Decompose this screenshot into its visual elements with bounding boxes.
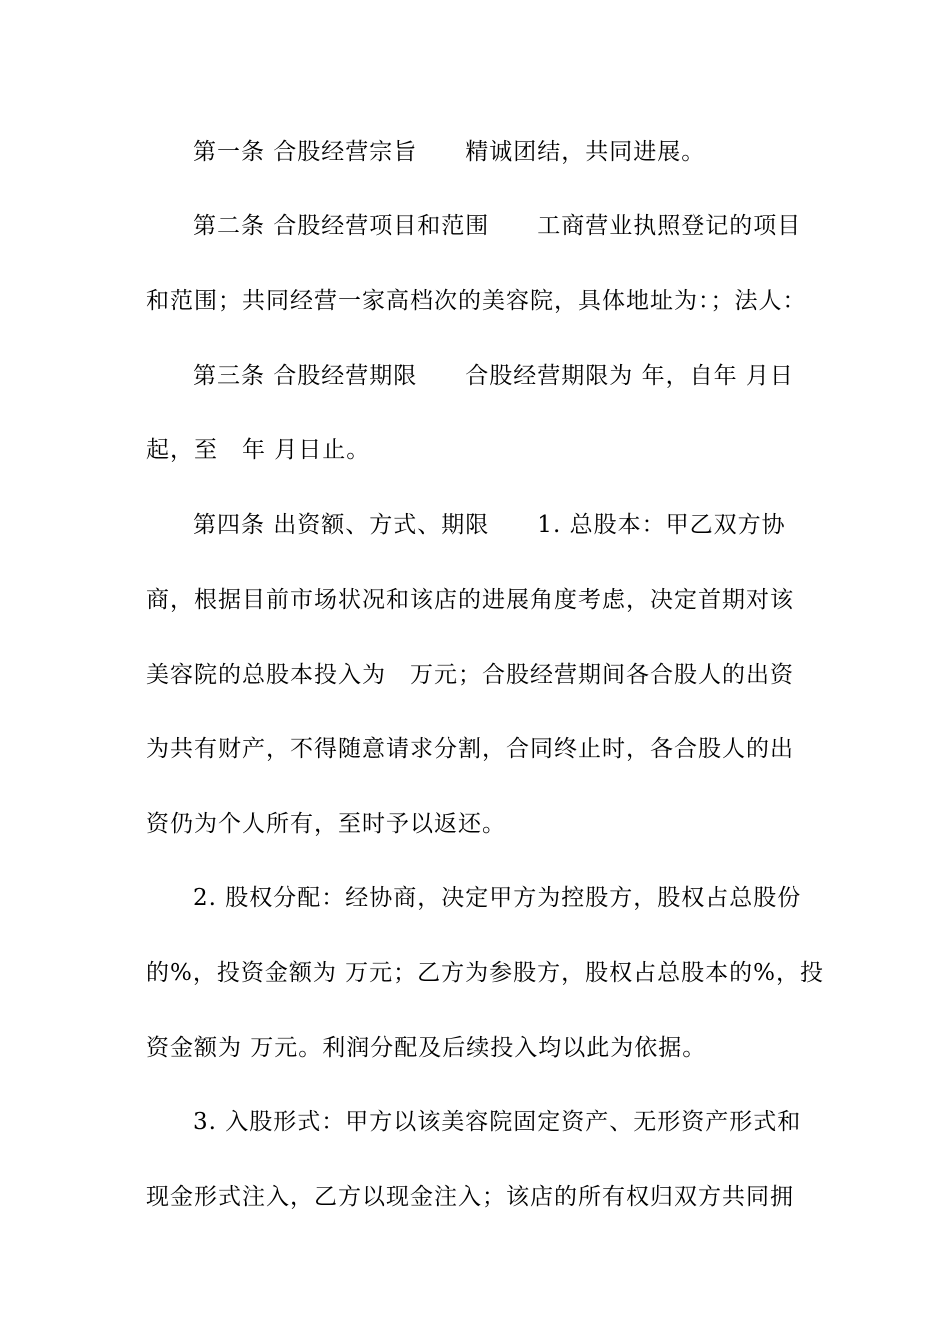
text-line-item-2: 2. 股权分配：经协商，决定甲方为控股方，股权占总股份 [193,885,802,911]
text-line-article-3: 第三条 合股经营期限 合股经营期限为 年，自年 月日 [193,363,794,389]
text-line-article-2: 第二条 合股经营项目和范围 工商营业执照登记的项目 [193,213,802,239]
text-line-item-2-cont-2: 资金额为 万元。利润分配及后续投入均以此为依据。 [146,1035,707,1061]
text-line-article-1: 第一条 合股经营宗旨 精诚团结，共同进展。 [193,139,706,165]
text-line-article-4-cont-1: 商，根据目前市场状况和该店的进展角度考虑，决定首期对该 [146,587,794,613]
text-line-article-4-cont-3: 为共有财产，不得随意请求分割，合同终止时，各合股人的出 [146,736,794,762]
text-line-article-4: 第四条 出资额、方式、期限 1. 总股本：甲乙双方协 [193,512,786,538]
text-line-article-2-cont: 和范围；共同经营一家高档次的美容院，具体地址为：；法人： [146,288,807,314]
text-line-article-3-cont: 起，至 年 月日止。 [146,437,371,463]
text-line-article-4-cont-4: 资仍为个人所有，至时予以返还。 [146,811,506,837]
text-line-item-2-cont-1: 的%，投资金额为 万元；乙方为参股方，股权占总股本的%，投 [146,960,825,986]
text-line-article-4-cont-2: 美容院的总股本投入为 万元；合股经营期间各合股人的出资 [146,662,794,688]
text-line-item-3: 3. 入股形式：甲方以该美容院固定资产、无形资产形式和 [193,1109,802,1135]
text-line-item-3-cont-1: 现金形式注入，乙方以现金注入；该店的所有权归双方共同拥 [146,1184,794,1210]
